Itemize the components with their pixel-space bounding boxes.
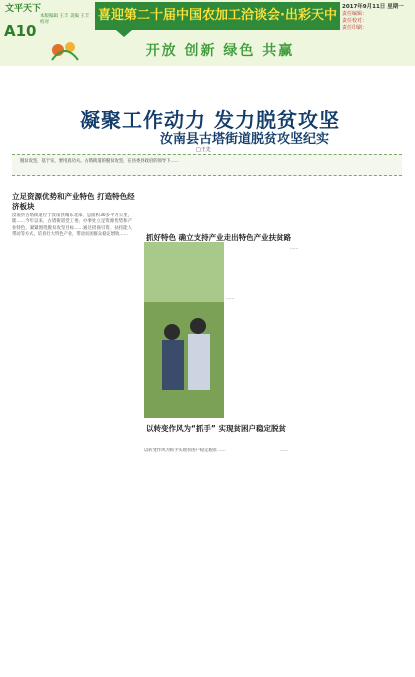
slogan: 开放 创新 绿色 共赢 <box>145 43 295 59</box>
banner <box>95 2 340 30</box>
issue-date: 2017年9月11日 星期一 <box>342 4 404 10</box>
page-number: A10 <box>4 22 37 40</box>
edition-line: 本版编辑 王丰 美编 王丰 校对 <box>40 14 90 25</box>
section-title: 以转变作风为“抓手” 实现贫困户稳定脱贫 <box>146 424 286 433</box>
masthead <box>0 0 415 66</box>
date-box <box>342 4 414 32</box>
intro-box: 脱贫攻坚，基于实，要用真功夫。古塔街道的脱贫攻坚，在县委县政府的领导下…… <box>12 154 402 176</box>
banner-text: 喜迎第二十届中国农加工洽谈会·出彩天中 <box>98 8 337 23</box>
body-text: …… <box>290 246 299 251</box>
date-line: 责任印刷： <box>342 25 368 31</box>
body-text: 以转变作风为抓手实现贫困户稳定脱贫…… <box>144 448 226 453</box>
logo-text: 文平天下 <box>5 4 42 14</box>
body-text: 汝南县古塔街道位于汝南县城东北部，总面积30多平方公里，辖……今年以来，古塔街道党工委、办事处立足资源优势和产业特色，紧紧围绕脱贫攻坚目标……通过招商引资、扶持能人带动等方式，培育壮大特色产业，带动贫困群众稳定增收…… <box>12 213 132 238</box>
date-line: 责任校对： <box>342 18 368 24</box>
article-title: 凝聚工作动力 发力脱贫攻坚 <box>80 108 340 132</box>
banner-pointer <box>116 30 132 37</box>
section-title: 立足资源优势和产业特色 打造特色经济板块 <box>12 192 135 211</box>
photo-field <box>144 242 224 418</box>
flower-icon <box>48 36 82 62</box>
article-author: □王先 <box>196 147 211 153</box>
body-text: …… <box>226 296 235 301</box>
article-subtitle: 汝南县古塔街道脱贫攻坚纪实 <box>160 132 330 147</box>
body-text: …… <box>280 448 289 453</box>
date-line: 责任编辑： <box>342 11 368 17</box>
section-title: 抓好特色 确立支持产业走出特色产业扶贫路 <box>146 233 292 242</box>
